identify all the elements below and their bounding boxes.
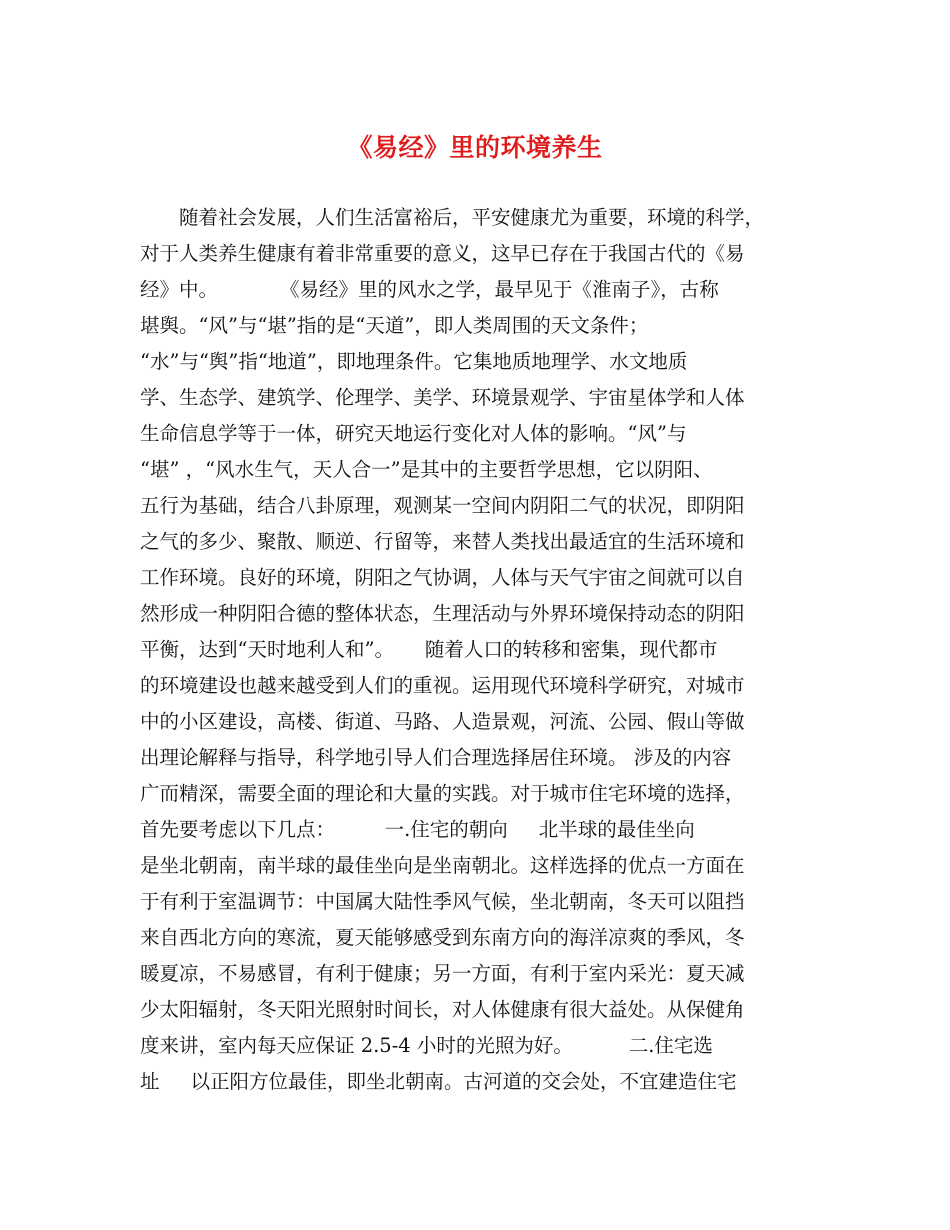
body-line: “堪” ，“风水生气，天人合一”是其中的主要哲学思想，它以阴阳、 xyxy=(140,458,713,481)
body-line: 中的小区建设，高楼、街道、马路、人造景观，河流、公园、假山等做 xyxy=(140,710,745,733)
body-line: 度来讲，室内每天应保证 2.5-4 小时的光照为好。 二.住宅选 xyxy=(140,1034,713,1057)
body-line: 首先要考虑以下几点： 一.住宅的朝向 北半球的最佳坐向 xyxy=(140,818,695,841)
body-line: 的环境建设也越来越受到人们的重视。运用现代环境科学研究，对城市 xyxy=(140,674,745,697)
body-line: 来自西北方向的寒流，夏天能够感受到东南方向的海洋凉爽的季风，冬 xyxy=(140,926,745,949)
body-line: 生命信息学等于一体，研究天地运行变化对人体的影响。“风”与 xyxy=(140,422,687,445)
body-line: 学、生态学、建筑学、伦理学、美学、环境景观学、宇宙星体学和人体 xyxy=(140,386,745,409)
body-line: 出理论解释与指导，科学地引导人们合理选择居住环境。 涉及的内容 xyxy=(140,746,732,769)
body-line: “水”与“舆”指“地道”，即地理条件。它集地质地理学、水文地质 xyxy=(140,350,688,373)
body-line: 经》中。 《易经》里的风水之学，最早见于《淮南子》，古称 xyxy=(140,278,719,301)
document-title: 《易经》里的环境养生 xyxy=(347,133,603,162)
body-line: 五行为基础，结合八卦原理，观测某一空间内阴阳二气的状况，即阴阳 xyxy=(140,494,745,517)
body-line: 广而精深，需要全面的理论和大量的实践。对于城市住宅环境的选择， xyxy=(140,782,745,805)
body-line: 堪舆。“风”与“堪”指的是“天道”，即人类周围的天文条件； xyxy=(140,314,649,337)
body-line: 工作环境。良好的环境，阴阳之气协调，人体与天气宇宙之间就可以自 xyxy=(140,566,745,589)
body-line: 之气的多少、聚散、顺逆、行留等，来替人类找出最适宜的生活环境和 xyxy=(140,530,745,553)
body-line: 于有利于室温调节：中国属大陆性季风气候，坐北朝南，冬天可以阻挡 xyxy=(140,890,745,913)
body-line: 对于人类养生健康有着非常重要的意义，这早已存在于我国古代的《易 xyxy=(140,242,745,265)
body-line: 然形成一种阴阳合德的整体状态，生理活动与外界环境保持动态的阴阳 xyxy=(140,602,745,625)
body-line: 是坐北朝南，南半球的最佳坐向是坐南朝北。这样选择的优点一方面在 xyxy=(140,854,745,877)
body-line: 少太阳辐射，冬天阳光照射时间长，对人体健康有很大益处。从保健角 xyxy=(140,998,745,1021)
body-line: 随着社会发展，人们生活富裕后，平安健康尤为重要，环境的科学， xyxy=(140,206,765,229)
body-line: 平衡，达到“天时地利人和”。 随着人口的转移和密集，现代都市 xyxy=(140,638,718,661)
body-line: 暖夏凉，不易感冒，有利于健康；另一方面，有利于室内采光：夏天减 xyxy=(140,962,745,985)
body-line: 址 以正阳方位最佳，即坐北朝南。古河道的交会处，不宜建造住宅 xyxy=(140,1070,737,1093)
